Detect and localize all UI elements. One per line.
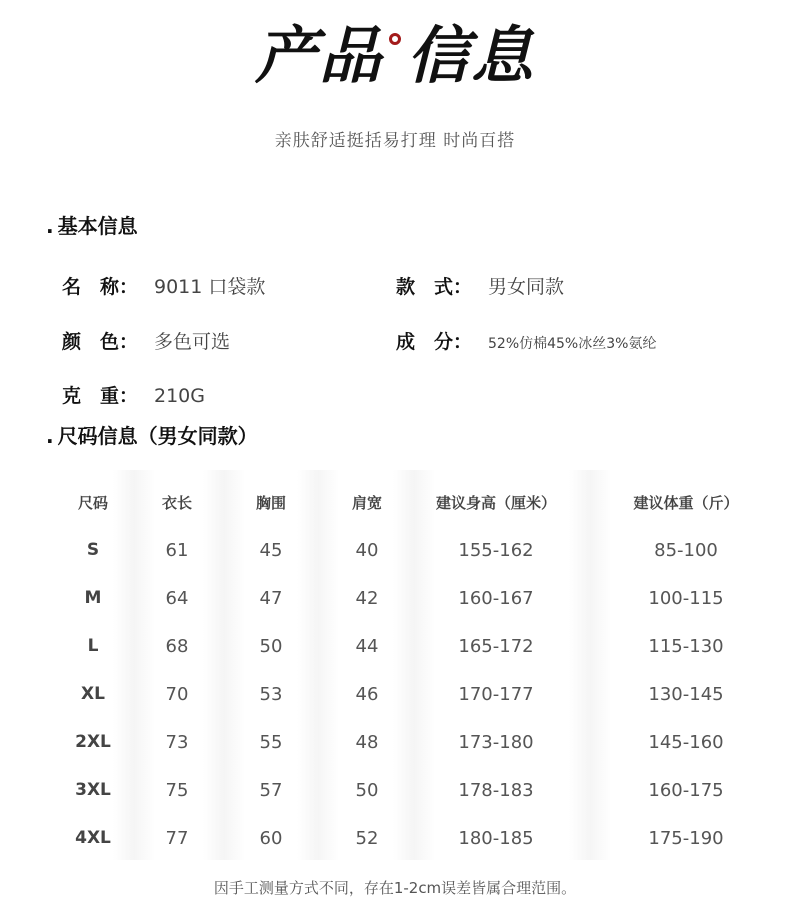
- info-weight-label: 克 重：: [62, 385, 139, 407]
- table-cell: 165-172: [458, 636, 534, 657]
- table-cell: 46: [355, 684, 379, 705]
- table-cell: 55: [259, 732, 283, 753]
- table-cell: 100-115: [648, 588, 724, 609]
- table-header-cell: 肩宽: [351, 494, 383, 512]
- column-divider: [113, 470, 155, 860]
- table-cell: 75: [165, 780, 189, 801]
- info-material-value: 52%仿棉45%冰丝3%氨纶: [488, 336, 657, 352]
- footnote: 因手工测量方式不同，存在1-2cm误差皆属合理范围。: [213, 879, 577, 897]
- table-header-cell: 衣长: [161, 494, 193, 512]
- table-cell: 115-130: [648, 636, 724, 657]
- info-weight-value: 210G: [154, 385, 205, 407]
- table-header-cell: 建议体重（斤）: [633, 494, 739, 512]
- table-header-cell: 建议身高（厘米）: [435, 494, 557, 512]
- column-divider: [203, 470, 245, 860]
- size-label-cell: S: [86, 540, 100, 560]
- info-color-label: 颜 色：: [62, 331, 139, 353]
- size-label-cell: 3XL: [75, 780, 111, 800]
- info-color: [62, 327, 230, 354]
- table-cell: 145-160: [648, 732, 724, 753]
- table-cell: 53: [259, 684, 283, 705]
- table-cell: 45: [259, 540, 283, 561]
- table-cell: 170-177: [458, 684, 534, 705]
- table-cell: 60: [259, 828, 283, 849]
- table-cell: 68: [165, 636, 189, 657]
- table-cell: 48: [355, 732, 379, 753]
- table-cell: 178-183: [458, 780, 534, 801]
- size-info-heading-text: 尺码信息（男女同款）: [57, 424, 258, 448]
- size-label-cell: L: [87, 636, 99, 656]
- table-cell: 61: [165, 540, 189, 561]
- title-dot-ornament: [389, 33, 401, 45]
- title-left: 产品: [254, 19, 383, 92]
- size-label-cell: XL: [81, 684, 105, 704]
- column-divider: [393, 470, 435, 860]
- table-cell: 77: [165, 828, 189, 849]
- subtitle: 亲肤舒适挺括易打理 时尚百搭: [274, 131, 516, 151]
- table-cell: 155-162: [458, 540, 534, 561]
- info-name: [62, 272, 265, 299]
- table-cell: 57: [259, 780, 283, 801]
- size-label-cell: M: [84, 588, 102, 608]
- info-style-value: 男女同款: [488, 276, 565, 298]
- table-cell: 73: [165, 732, 189, 753]
- table-cell: 175-190: [648, 828, 724, 849]
- info-style-label: 款 式：: [396, 276, 473, 298]
- info-material: [396, 327, 656, 354]
- column-divider: [297, 470, 339, 860]
- size-label-cell: 2XL: [75, 732, 111, 752]
- table-cell: 160-167: [458, 588, 534, 609]
- table-cell: 52: [355, 828, 379, 849]
- table-header-cell: 胸围: [255, 494, 287, 512]
- table-cell: 160-175: [648, 780, 724, 801]
- page-title: [0, 16, 790, 96]
- table-cell: 50: [259, 636, 283, 657]
- info-color-value: 多色可选: [154, 331, 231, 353]
- table-cell: 64: [165, 588, 189, 609]
- bullet-dot: .: [46, 214, 54, 238]
- table-cell: 44: [355, 636, 379, 657]
- table-cell: 40: [355, 540, 379, 561]
- basic-info-heading: [46, 210, 138, 239]
- table-cell: 50: [355, 780, 379, 801]
- column-divider: [569, 470, 611, 860]
- table-cell: 130-145: [648, 684, 724, 705]
- info-name-label: 名 称：: [62, 276, 139, 298]
- info-material-label: 成 分：: [396, 331, 473, 353]
- table-header-cell: 尺码: [77, 494, 109, 512]
- table-cell: 85-100: [654, 540, 718, 561]
- info-weight: [62, 381, 205, 408]
- info-style: [396, 272, 564, 299]
- table-cell: 42: [355, 588, 379, 609]
- info-name-value: 9011 口袋款: [154, 276, 266, 298]
- basic-info-heading-text: 基本信息: [57, 214, 138, 238]
- size-label-cell: 4XL: [75, 828, 111, 848]
- title-right: 信息: [407, 19, 536, 92]
- bullet-dot: .: [46, 424, 54, 448]
- table-cell: 180-185: [458, 828, 534, 849]
- table-cell: 47: [259, 588, 283, 609]
- table-cell: 70: [165, 684, 189, 705]
- table-cell: 173-180: [458, 732, 534, 753]
- size-info-heading: [46, 420, 258, 449]
